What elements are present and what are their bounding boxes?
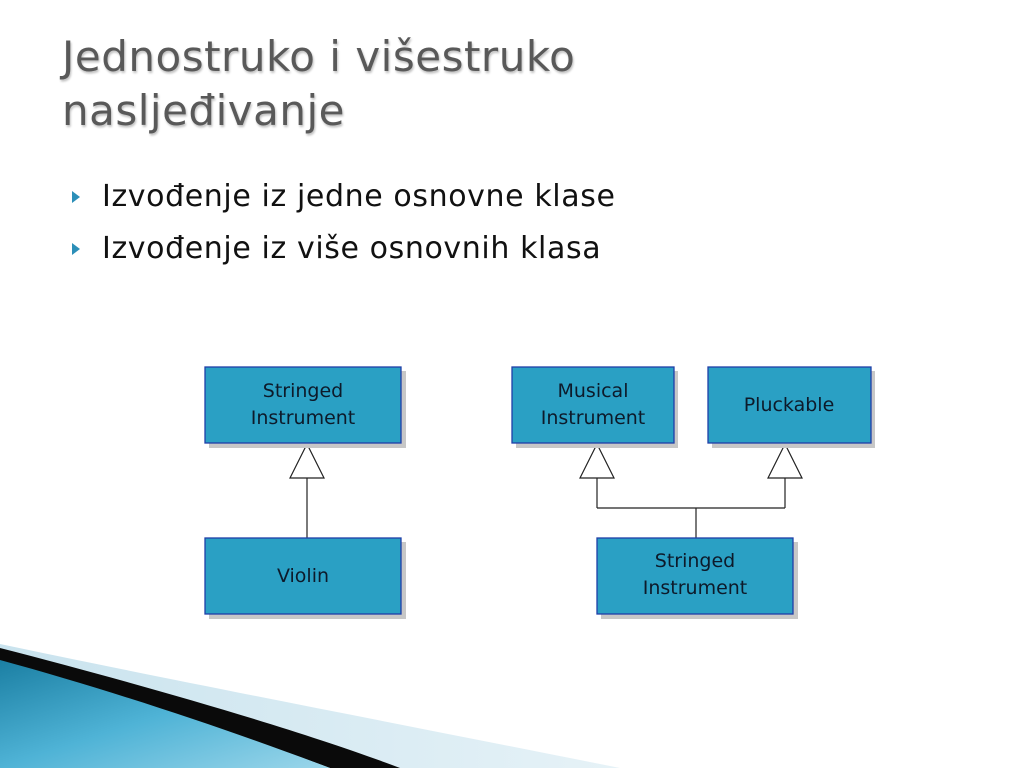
hollow-triangle-arrow-icon (580, 444, 614, 478)
single-inheritance-group (205, 367, 406, 619)
class-label: Stringed (262, 380, 344, 402)
class-label: Stringed (654, 550, 736, 572)
bullet-text: Izvođenje iz jedne osnovne klase (102, 178, 616, 214)
class-box-pluckable (708, 367, 875, 448)
class-box-violin (205, 538, 406, 619)
class-label: Instrument (540, 407, 646, 429)
class-box-stringed-instrument-derived (597, 538, 798, 619)
class-label: Instrument (642, 577, 748, 599)
decorative-corner-swoosh (0, 638, 620, 768)
hollow-triangle-arrow-icon (290, 444, 324, 478)
title-line-2: nasljeđivanje (62, 86, 345, 135)
class-label: Pluckable (743, 394, 835, 416)
class-label: Violin (276, 565, 330, 587)
class-box-musical-instrument (512, 367, 678, 448)
bullet-text: Izvođenje iz više osnovnih klasa (102, 230, 602, 266)
class-label: Instrument (250, 407, 356, 429)
class-label: Musical (557, 380, 629, 402)
hollow-triangle-arrow-icon (768, 444, 802, 478)
class-box-stringed-instrument (205, 367, 406, 448)
title-line-1: Jednostruko i višestruko (62, 32, 576, 81)
multiple-inheritance-group (512, 367, 875, 619)
